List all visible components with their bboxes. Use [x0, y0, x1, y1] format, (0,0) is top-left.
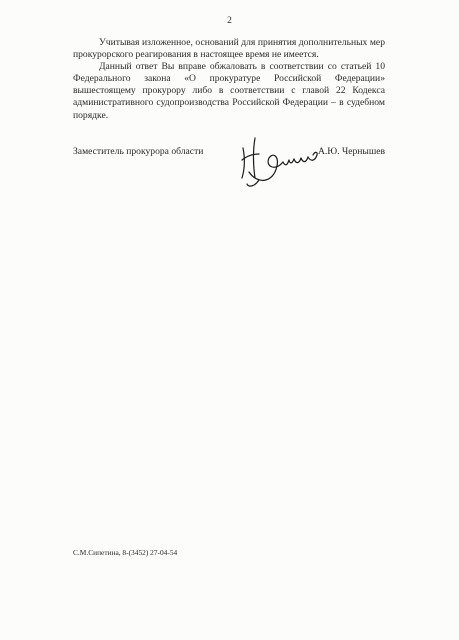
paragraph-conclusion: Учитывая изложенное, оснований для принятия дополнительных мер прокурорского реагирования в настоящее время не имеется. [73, 37, 385, 61]
letter-body [73, 37, 385, 122]
paragraph-appeal-rights: Данный ответ Вы вправе обжаловать в соответствии со статьей 10 Федерального закона «О прокуратуре Российской Федерации» вышестоящему прокурору либо в соответствии с главой 22 Кодекса административного судопроизводства Российской Федерации – в судебном порядке. [73, 61, 385, 121]
page-number: 2 [227, 16, 232, 26]
executor-contact: С.М.Сипетина, 8-(3452) 27-04-54 [73, 548, 178, 557]
signature-block [73, 144, 385, 194]
signer-name: А.Ю. Чернышев [317, 146, 385, 157]
handwritten-signature [229, 126, 329, 190]
signer-position: Заместитель прокурора области [73, 146, 204, 157]
